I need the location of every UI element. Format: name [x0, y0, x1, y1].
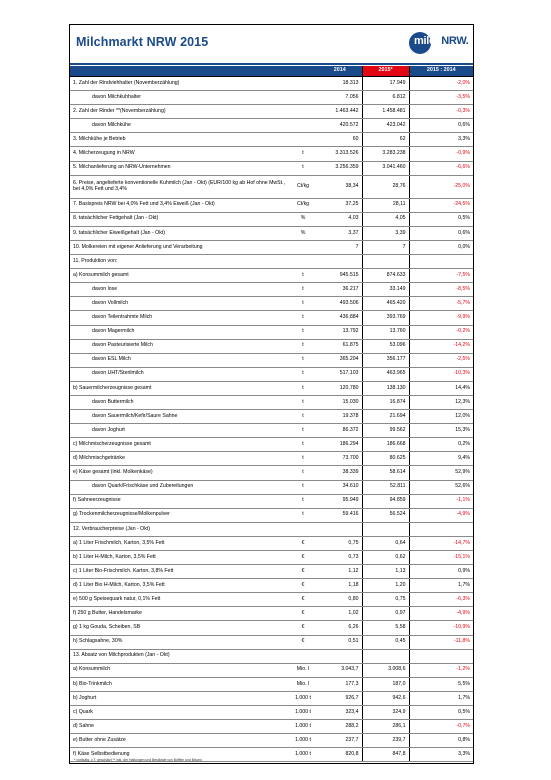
value-2015: 3.008,6	[362, 663, 409, 677]
table-row	[70, 452, 473, 466]
value-2015: 0,97	[362, 607, 409, 621]
change-percent: 5,5%	[409, 677, 473, 691]
table-row	[70, 255, 473, 269]
table-row	[70, 522, 473, 536]
value-2015: 28,11	[362, 198, 409, 212]
value-2015: 52.811	[362, 480, 409, 494]
row-label: f) Sahneerzeugnisse	[70, 494, 288, 508]
row-unit	[288, 91, 318, 105]
value-2014: 36.217	[318, 283, 362, 297]
value-2014: 420.572	[318, 119, 362, 133]
change-percent: 0,6%	[409, 119, 473, 133]
value-2015: 1,20	[362, 579, 409, 593]
row-label: davon Quark/Frischkäse und Zubereitungen	[70, 480, 288, 494]
value-2015	[362, 522, 409, 536]
table-row	[70, 367, 473, 381]
row-unit	[288, 649, 318, 663]
table-row	[70, 720, 473, 734]
table-row	[70, 551, 473, 565]
change-percent: -8,5%	[409, 283, 473, 297]
row-unit: €	[288, 593, 318, 607]
table-row	[70, 240, 473, 254]
row-label: 4. Milcherzeugung in NRW	[70, 147, 288, 161]
table-row	[70, 161, 473, 175]
value-2015: 0,75	[362, 593, 409, 607]
value-2014: 1,02	[318, 607, 362, 621]
value-2015: 16.874	[362, 395, 409, 409]
value-2014: 38.339	[318, 466, 362, 480]
table-row	[70, 283, 473, 297]
value-2015	[362, 255, 409, 269]
value-2014: 186.294	[318, 438, 362, 452]
value-2014: 86.372	[318, 424, 362, 438]
row-label: a) Konsummilch	[70, 663, 288, 677]
value-2014: 1,12	[318, 565, 362, 579]
change-percent: -1,1%	[409, 494, 473, 508]
table-row	[70, 297, 473, 311]
change-percent: 52,6%	[409, 480, 473, 494]
table-row	[70, 466, 473, 480]
change-percent: -0,2%	[409, 325, 473, 339]
row-label: davon UHT/Sterilmilch	[70, 367, 288, 381]
value-2014: 945.515	[318, 269, 362, 283]
row-unit	[288, 240, 318, 254]
row-label: davon Pasteurisierte Milch	[70, 339, 288, 353]
row-unit: t	[288, 283, 318, 297]
row-unit: t	[288, 367, 318, 381]
table-row	[70, 480, 473, 494]
change-percent: -14,7%	[409, 536, 473, 550]
table-row	[70, 119, 473, 133]
value-2015: 1.458.481	[362, 105, 409, 119]
row-label: a) 1 Liter Frischmilch, Karton, 3,5% Fett	[70, 536, 288, 550]
column-header-2015: 2015*	[362, 66, 409, 77]
value-2015: 56.524	[362, 508, 409, 522]
value-2014: 37,25	[318, 198, 362, 212]
value-2014: 926,7	[318, 691, 362, 705]
value-2014: 0,73	[318, 551, 362, 565]
value-2014: 61.875	[318, 339, 362, 353]
value-2015: 847,8	[362, 748, 409, 762]
change-percent	[409, 649, 473, 663]
row-label: b) Sauermilcherzeugnisse gesamt	[70, 381, 288, 395]
table-row	[70, 677, 473, 691]
row-unit: t	[288, 424, 318, 438]
change-percent	[409, 255, 473, 269]
value-2015: 4,05	[362, 212, 409, 226]
value-2015: 3.041.460	[362, 161, 409, 175]
value-2015: 465.420	[362, 297, 409, 311]
row-label: e) Butter ohne Zusätze	[70, 734, 288, 748]
row-unit: €	[288, 536, 318, 550]
row-label: d) Milchmischgetränke	[70, 452, 288, 466]
change-percent: -4,9%	[409, 607, 473, 621]
table-row	[70, 424, 473, 438]
header-divider	[70, 63, 473, 65]
row-label: d) 1 Liter Bio H-Milch, Karton, 3,5% Fett	[70, 579, 288, 593]
row-unit	[288, 133, 318, 147]
value-2014: 177,3	[318, 677, 362, 691]
column-header-change: 2015 : 2014	[409, 66, 473, 77]
row-label: c) 1 Liter Bio-Frischmilch. Karton, 3,8% Fett	[70, 565, 288, 579]
value-2014: 3.313.526	[318, 147, 362, 161]
row-unit: €	[288, 607, 318, 621]
row-unit: t	[288, 147, 318, 161]
row-unit: 1.000 t	[288, 748, 318, 762]
table-row	[70, 147, 473, 161]
table-row	[70, 536, 473, 550]
row-unit: Mio. l	[288, 677, 318, 691]
change-percent: -11,8%	[409, 635, 473, 649]
value-2015: 80.625	[362, 452, 409, 466]
row-label: 11. Produktion von:	[70, 255, 288, 269]
value-2015: 324,9	[362, 706, 409, 720]
value-2015: 6.812	[362, 91, 409, 105]
table-row	[70, 105, 473, 119]
row-label: e) Käse gesamt (inkl. Molkenkäse)	[70, 466, 288, 480]
row-label: davon lose	[70, 283, 288, 297]
row-unit: t	[288, 339, 318, 353]
row-label: 2. Zahl der Rinder **(Novemberzählung)	[70, 105, 288, 119]
value-2014: 820,8	[318, 748, 362, 762]
value-2014: 7	[318, 240, 362, 254]
table-row	[70, 311, 473, 325]
row-unit	[288, 255, 318, 269]
change-percent: 1,7%	[409, 579, 473, 593]
value-2015: 3.283.238	[362, 147, 409, 161]
table-row	[70, 175, 473, 198]
value-2015: 0,62	[362, 551, 409, 565]
row-label: g) 1 kg Gouda, Scheiben, SB	[70, 621, 288, 635]
row-unit: Ct/kg	[288, 198, 318, 212]
change-percent: -7,5%	[409, 269, 473, 283]
row-unit: t	[288, 466, 318, 480]
row-label: davon ESL Milch	[70, 353, 288, 367]
value-2015: 21.694	[362, 410, 409, 424]
value-2015: 3,39	[362, 226, 409, 240]
row-unit: t	[288, 452, 318, 466]
table-row	[70, 269, 473, 283]
value-2015	[362, 649, 409, 663]
row-unit: t	[288, 508, 318, 522]
change-percent: -10,9%	[409, 621, 473, 635]
table-row	[70, 325, 473, 339]
row-label: h) Schlagsahne, 30%	[70, 635, 288, 649]
table-row	[70, 77, 473, 91]
row-label: davon Vollmilch	[70, 297, 288, 311]
value-2014: 38,34	[318, 175, 362, 198]
change-percent: -3,5%	[409, 91, 473, 105]
row-label: davon Milchkühe	[70, 119, 288, 133]
row-label: 7. Basispreis NRW bei 4,0% Fett und 3,4% Eiweiß (Jan - Okt)	[70, 198, 288, 212]
row-label: 12. Verbraucherpreise (Jan - Okt)	[70, 522, 288, 536]
change-percent: 0,9%	[409, 565, 473, 579]
row-unit: t	[288, 381, 318, 395]
table-row	[70, 565, 473, 579]
row-label: davon Magermilch	[70, 325, 288, 339]
table-row	[70, 508, 473, 522]
value-2014: 365.204	[318, 353, 362, 367]
statistics-table	[70, 66, 473, 762]
table-row	[70, 339, 473, 353]
logo-text-milch: milch	[414, 35, 442, 47]
row-label: b) 1 Liter H-Milch, Karton, 3,5% Fett	[70, 551, 288, 565]
page-title: Milchmarkt NRW 2015	[76, 35, 209, 49]
value-2015: 463.965	[362, 367, 409, 381]
value-2014: 4,03	[318, 212, 362, 226]
change-percent: -0,7%	[409, 720, 473, 734]
row-unit: t	[288, 494, 318, 508]
value-2014: 18.313	[318, 77, 362, 91]
value-2014: 517.103	[318, 367, 362, 381]
change-percent: 0,0%	[409, 240, 473, 254]
change-percent: -5,7%	[409, 297, 473, 311]
change-percent: -9,9%	[409, 311, 473, 325]
change-percent: 52,9%	[409, 466, 473, 480]
row-unit	[288, 105, 318, 119]
row-unit: Ct/kg	[288, 175, 318, 198]
value-2014: 95.949	[318, 494, 362, 508]
row-unit	[288, 77, 318, 91]
row-unit: t	[288, 410, 318, 424]
value-2014: 59.416	[318, 508, 362, 522]
value-2015: 138.130	[362, 381, 409, 395]
table-row	[70, 494, 473, 508]
row-label: b) Joghurt	[70, 691, 288, 705]
change-percent: 12,0%	[409, 410, 473, 424]
row-label: g) Trockenmilcherzeugnisse/Molkenpulver	[70, 508, 288, 522]
value-2015: 99.562	[362, 424, 409, 438]
row-label: b) Bio-Trinkmilch	[70, 677, 288, 691]
value-2014: 73.700	[318, 452, 362, 466]
change-percent: -24,5%	[409, 198, 473, 212]
value-2014: 13.792	[318, 325, 362, 339]
value-2014: 34.610	[318, 480, 362, 494]
row-unit: t	[288, 353, 318, 367]
change-percent: -14,2%	[409, 339, 473, 353]
change-percent: 15,3%	[409, 424, 473, 438]
row-label: 9. tatsächlicher Eiweißgehalt (Jan - Okt)	[70, 226, 288, 240]
table-row	[70, 691, 473, 705]
table-header-row	[70, 66, 473, 77]
change-percent: 12,3%	[409, 395, 473, 409]
value-2014: 237,7	[318, 734, 362, 748]
value-2014	[318, 255, 362, 269]
row-label: 3. Milchkühe je Betrieb	[70, 133, 288, 147]
value-2015: 874.633	[362, 269, 409, 283]
row-label: d) Sahne	[70, 720, 288, 734]
value-2014: 288,2	[318, 720, 362, 734]
row-label: davon Joghurt	[70, 424, 288, 438]
value-2015: 239,7	[362, 734, 409, 748]
value-2014: 7.056	[318, 91, 362, 105]
change-percent: -6,6%	[409, 161, 473, 175]
value-2015: 58.614	[362, 466, 409, 480]
footnote: * vorläufig, z.T. geschätzt ** inkl. der Haltungen und Bestände von Büffeln und Bisons	[74, 758, 202, 762]
value-2014: 323,4	[318, 706, 362, 720]
change-percent: 0,6%	[409, 226, 473, 240]
value-2015: 0,45	[362, 635, 409, 649]
value-2015: 33.149	[362, 283, 409, 297]
row-unit: 1.000 t	[288, 706, 318, 720]
change-percent: -0,9%	[409, 147, 473, 161]
change-percent: -2,5%	[409, 353, 473, 367]
row-label: 1. Zahl der Rindviehhalter (Novemberzählung)	[70, 77, 288, 91]
table-row	[70, 438, 473, 452]
change-percent: -15,1%	[409, 551, 473, 565]
row-unit: t	[288, 480, 318, 494]
change-percent: 0,5%	[409, 706, 473, 720]
row-label: davon Sauermilch/Kefir/Saure Sahne	[70, 410, 288, 424]
value-2015: 53.096	[362, 339, 409, 353]
row-unit: t	[288, 161, 318, 175]
row-unit: €	[288, 635, 318, 649]
value-2015: 7	[362, 240, 409, 254]
row-label: 8. tatsächlicher Fettgehalt (Jan - Okt)	[70, 212, 288, 226]
row-unit: €	[288, 621, 318, 635]
value-2015: 5,58	[362, 621, 409, 635]
row-unit: €	[288, 551, 318, 565]
value-2015: 13.760	[362, 325, 409, 339]
column-header-2014: 2014	[318, 66, 362, 77]
row-label: 13. Absatz von Milchprodukten (Jan - Okt)	[70, 649, 288, 663]
value-2014: 436.884	[318, 311, 362, 325]
value-2015: 286,1	[362, 720, 409, 734]
change-percent: -6,3%	[409, 593, 473, 607]
row-unit: t	[288, 438, 318, 452]
change-percent: -25,0%	[409, 175, 473, 198]
table-row	[70, 649, 473, 663]
change-percent: -1,2%	[409, 663, 473, 677]
report-sheet	[69, 24, 474, 764]
value-2014	[318, 522, 362, 536]
row-unit: 1.000 t	[288, 720, 318, 734]
row-unit	[288, 119, 318, 133]
value-2014: 3,37	[318, 226, 362, 240]
value-2015: 186.668	[362, 438, 409, 452]
row-unit: t	[288, 297, 318, 311]
value-2015: 28,76	[362, 175, 409, 198]
value-2015: 423.042	[362, 119, 409, 133]
value-2015: 62	[362, 133, 409, 147]
table-row	[70, 663, 473, 677]
row-unit: %	[288, 212, 318, 226]
value-2014: 19.378	[318, 410, 362, 424]
value-2015: 942,6	[362, 691, 409, 705]
value-2015: 94.859	[362, 494, 409, 508]
value-2014: 120.780	[318, 381, 362, 395]
row-label: 6. Preise, angelieferte konventionelle Kuhmilch (Jan - Okt) (EUR/100 kg ab Hof ohne MwSt., bei 4,0% Fett und 3,4%	[70, 175, 288, 198]
table-row	[70, 212, 473, 226]
value-2015: 1,13	[362, 565, 409, 579]
logo-text-nrw: NRW.	[441, 35, 469, 47]
row-label: 10. Molkereien mit eigener Anlieferung und Verarbeitung	[70, 240, 288, 254]
row-label: c) Milchmischerzeugnisse gesamt	[70, 438, 288, 452]
value-2014: 493.506	[318, 297, 362, 311]
change-percent: -4,9%	[409, 508, 473, 522]
table-row	[70, 607, 473, 621]
change-percent: 0,5%	[409, 212, 473, 226]
value-2014: 0,75	[318, 536, 362, 550]
table-row	[70, 395, 473, 409]
change-percent: 0,8%	[409, 734, 473, 748]
row-label: e) 500 g Speisequark natur, 0,1% Fett	[70, 593, 288, 607]
change-percent: 1,7%	[409, 691, 473, 705]
change-percent: 3,3%	[409, 748, 473, 762]
row-label: davon Teilentrahmte Milch	[70, 311, 288, 325]
change-percent: 3,3%	[409, 133, 473, 147]
table-row	[70, 635, 473, 649]
table-row	[70, 133, 473, 147]
row-label: c) Quark	[70, 706, 288, 720]
table-row	[70, 226, 473, 240]
row-label: davon Milchkuhhalter	[70, 91, 288, 105]
table-row	[70, 579, 473, 593]
value-2014: 1,18	[318, 579, 362, 593]
value-2015: 17.949	[362, 77, 409, 91]
milch-nrw-logo	[407, 29, 467, 57]
row-label: f) 250 g Butter, Handelsmarke	[70, 607, 288, 621]
change-percent	[409, 522, 473, 536]
table-row	[70, 593, 473, 607]
row-unit	[288, 522, 318, 536]
value-2015: 0,64	[362, 536, 409, 550]
value-2014: 0,80	[318, 593, 362, 607]
row-unit: %	[288, 226, 318, 240]
row-unit: €	[288, 579, 318, 593]
table-row	[70, 198, 473, 212]
table-row	[70, 734, 473, 748]
value-2015: 187,0	[362, 677, 409, 691]
table-row	[70, 91, 473, 105]
table-row	[70, 706, 473, 720]
value-2014: 1.463.442	[318, 105, 362, 119]
row-label: f) Käse Selbstbedienung	[70, 748, 288, 762]
table-row	[70, 621, 473, 635]
change-percent: 0,2%	[409, 438, 473, 452]
row-label: davon Buttermilch	[70, 395, 288, 409]
value-2014: 3.256.359	[318, 161, 362, 175]
change-percent: -2,0%	[409, 77, 473, 91]
row-unit: t	[288, 325, 318, 339]
value-2014: 0,51	[318, 635, 362, 649]
row-label: 5. Milchanlieferung an NRW-Unternehmen	[70, 161, 288, 175]
value-2014: 3.043,7	[318, 663, 362, 677]
row-label: a) Konsummilch gesamt	[70, 269, 288, 283]
change-percent: 9,4%	[409, 452, 473, 466]
table-row	[70, 410, 473, 424]
row-unit: t	[288, 269, 318, 283]
value-2014: 6,26	[318, 621, 362, 635]
row-unit: t	[288, 395, 318, 409]
change-percent: -10,3%	[409, 367, 473, 381]
table-row	[70, 381, 473, 395]
change-percent: 14,4%	[409, 381, 473, 395]
row-unit: 1.000 t	[288, 691, 318, 705]
change-percent: -0,3%	[409, 105, 473, 119]
value-2015: 356.177	[362, 353, 409, 367]
table-row	[70, 353, 473, 367]
value-2014: 60	[318, 133, 362, 147]
value-2015: 393.769	[362, 311, 409, 325]
row-unit: Mio. l	[288, 663, 318, 677]
row-unit: €	[288, 565, 318, 579]
value-2014: 15.030	[318, 395, 362, 409]
row-unit: 1.000 t	[288, 734, 318, 748]
value-2014	[318, 649, 362, 663]
row-unit: t	[288, 311, 318, 325]
